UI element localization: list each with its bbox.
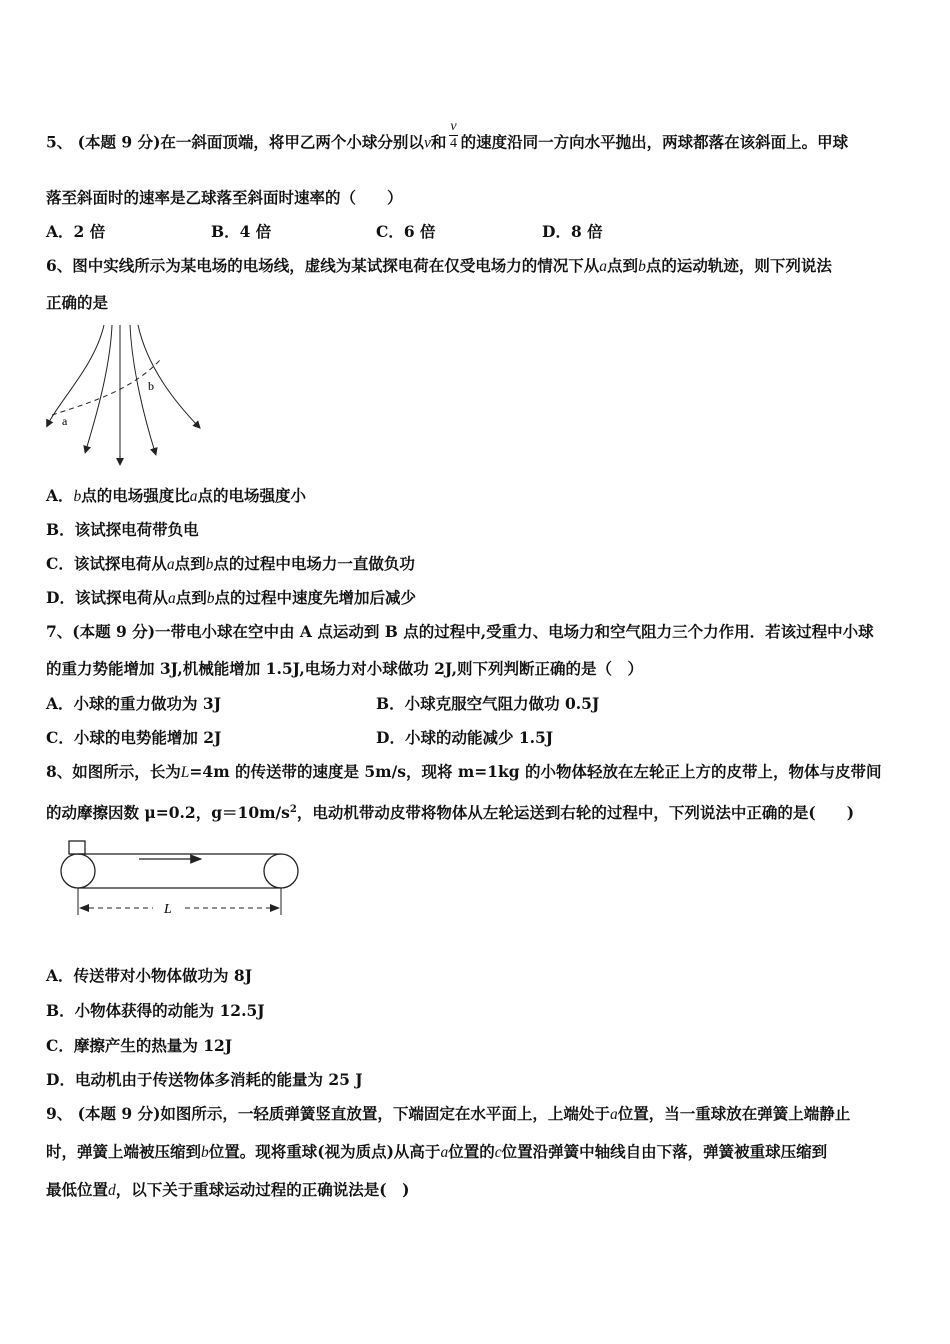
- q6-optd-var-b: b: [206, 590, 215, 607]
- q8-line2: [46, 800, 854, 823]
- q5-option-c: C．6 倍: [376, 222, 436, 241]
- q5-fraction: [449, 119, 457, 152]
- q6-optc-tail: 点的过程中电场力一直做负功: [213, 554, 415, 573]
- q6-var-b: b: [638, 258, 646, 275]
- q8-superscript: 2: [289, 804, 297, 815]
- q6-option-b: B．该试探电荷带负电: [46, 520, 199, 539]
- q5-text-mid: 和: [430, 132, 447, 152]
- field-line-5: [138, 325, 198, 426]
- q6-text-1: 6、图中实线所示为某电场的电场线，虚线为某试探电荷在仅受电场力的情况下从: [46, 256, 600, 275]
- q5-line2: 落至斜面时的速率是乙球落至斜面时速率的（ ）: [46, 188, 403, 207]
- q8-option-b: B．小物体获得的动能为 12.5J: [46, 1001, 265, 1020]
- q6-text-2: 点到: [607, 256, 639, 275]
- q8-text-2: =4m 的传送带的速度是 5m/s，现将 m=1kg 的小物体轻放在左轮正上方的皮带上，物体与皮带间: [189, 762, 882, 781]
- small-object-block: [69, 841, 85, 854]
- q9-var-b: b: [201, 1144, 209, 1161]
- q9-text-3: 时，弹簧上端被压缩到: [46, 1142, 202, 1161]
- q5-fraction-denominator: 4: [449, 136, 457, 151]
- q9-text-5: 位置的: [448, 1142, 495, 1161]
- point-a-label: a: [62, 414, 68, 428]
- trajectory-dashed: [52, 360, 160, 415]
- q6-optc-var-b: b: [205, 556, 214, 573]
- q5-line1: [46, 119, 849, 160]
- q7-line1: 7、(本题 9 分)一带电小球在空中由 A 点运动到 B 点的过程中,受重力、电场力和空气阻力三个力作用．若该过程中小球: [46, 622, 874, 641]
- q5-var-v: v: [423, 134, 431, 152]
- point-b-label: b: [148, 379, 154, 393]
- q5-option-b: B．4 倍: [211, 222, 272, 241]
- q9-var-a: a: [609, 1106, 618, 1123]
- q8-option-d: D．电动机由于传送物体多消耗的能量为 25 J: [46, 1070, 363, 1089]
- conveyor-belt-diagram: [55, 835, 305, 920]
- q6-opta-var-b: b: [73, 488, 82, 505]
- q9-line1: [46, 1104, 850, 1125]
- q6-optd-var-a: a: [167, 590, 176, 607]
- q8-option-c: C．摩擦产生的热量为 12J: [46, 1036, 233, 1055]
- q6-opta-tail: 点的电场强度小: [197, 486, 307, 505]
- q6-optc-var-a: a: [166, 556, 175, 573]
- q6-opta-prefix: A．: [46, 486, 74, 505]
- right-wheel: [264, 854, 298, 888]
- q5-text-tail: 的速度沿同一方向水平抛出，两球都落在该斜面上。甲球: [460, 132, 849, 152]
- q9-text-2: 位置，当一重球放在弹簧上端静止: [617, 1104, 851, 1123]
- left-wheel: [61, 854, 95, 888]
- q8-text-3: 的动摩擦因数 μ=0.2，g＝10m/s: [46, 803, 290, 823]
- q7-line2: 的重力势能增加 3J,机械能增加 1.5J,电场力对小球做功 2J,则下列判断正确的是（ ）: [46, 659, 644, 678]
- q6-option-a: [46, 486, 306, 507]
- field-line-2: [86, 325, 112, 450]
- q7-option-d: D．小球的动能减少 1.5J: [376, 728, 554, 747]
- q6-optc-prefix: C．该试探电荷从: [46, 554, 167, 573]
- q7-option-b: B．小球克服空气阻力做功 0.5J: [376, 694, 600, 713]
- q6-optc-mid: 点到: [174, 554, 206, 573]
- q8-text-1: 8、如图所示，长为: [46, 762, 181, 781]
- q6-opta-var-a: a: [189, 488, 198, 505]
- q9-text-4: 位置。现将重球(视为质点)从高于: [208, 1142, 441, 1161]
- q5-fraction-numerator: v: [450, 119, 457, 134]
- q9-text-8: ，以下关于重球运动过程的正确说法是( ): [115, 1180, 410, 1199]
- length-label: L: [164, 902, 172, 917]
- q6-optd-prefix: D．该试探电荷从: [46, 588, 168, 607]
- q8-option-a: A．传送带对小物体做功为 8J: [46, 966, 253, 985]
- q9-text-7: 最低位置: [46, 1180, 109, 1199]
- q9-var-d: d: [108, 1182, 116, 1199]
- q9-text-1: 9、 (本题 9 分)如图所示，一轻质弹簧竖直放置，下端固定在水平面上，上端处于: [46, 1104, 610, 1123]
- q7-option-a: A．小球的重力做功为 3J: [46, 694, 222, 713]
- q6-line2: 正确的是: [46, 293, 109, 312]
- q6-option-d: [46, 588, 416, 609]
- q8-text-4: ，电动机带动皮带将物体从左轮运送到右轮的过程中，下列说法中正确的是( ): [296, 803, 855, 823]
- q6-optd-mid: 点到: [175, 588, 207, 607]
- q5-text-lead: 5、 (本题 9 分)在一斜面顶端，将甲乙两个小球分别以: [46, 132, 424, 152]
- q8-line1: [46, 762, 882, 783]
- q5-option-a: A．2 倍: [46, 222, 106, 241]
- q7-option-c: C．小球的电势能增加 2J: [46, 728, 222, 747]
- q9-var-c: c: [494, 1144, 502, 1161]
- q6-opta-mid: 点的电场强度比: [81, 486, 190, 505]
- q6-line1: [46, 256, 832, 277]
- field-line-1: [48, 325, 104, 424]
- q9-line2: [46, 1142, 827, 1163]
- electric-field-diagram: [40, 320, 210, 470]
- q6-optd-tail: 点的过程中速度先增加后减少: [214, 588, 416, 607]
- q5-option-d: D．8 倍: [542, 222, 603, 241]
- q6-var-a: a: [599, 258, 608, 275]
- q9-line3: [46, 1180, 409, 1201]
- q6-text-3: 点的运动轨迹，则下列说法: [645, 256, 832, 275]
- q9-var-a2: a: [440, 1144, 449, 1161]
- q8-var-l: L: [180, 764, 190, 781]
- q6-option-c: [46, 554, 415, 575]
- q9-text-6: 位置沿弹簧中轴线自由下落，弹簧被重球压缩到: [501, 1142, 828, 1161]
